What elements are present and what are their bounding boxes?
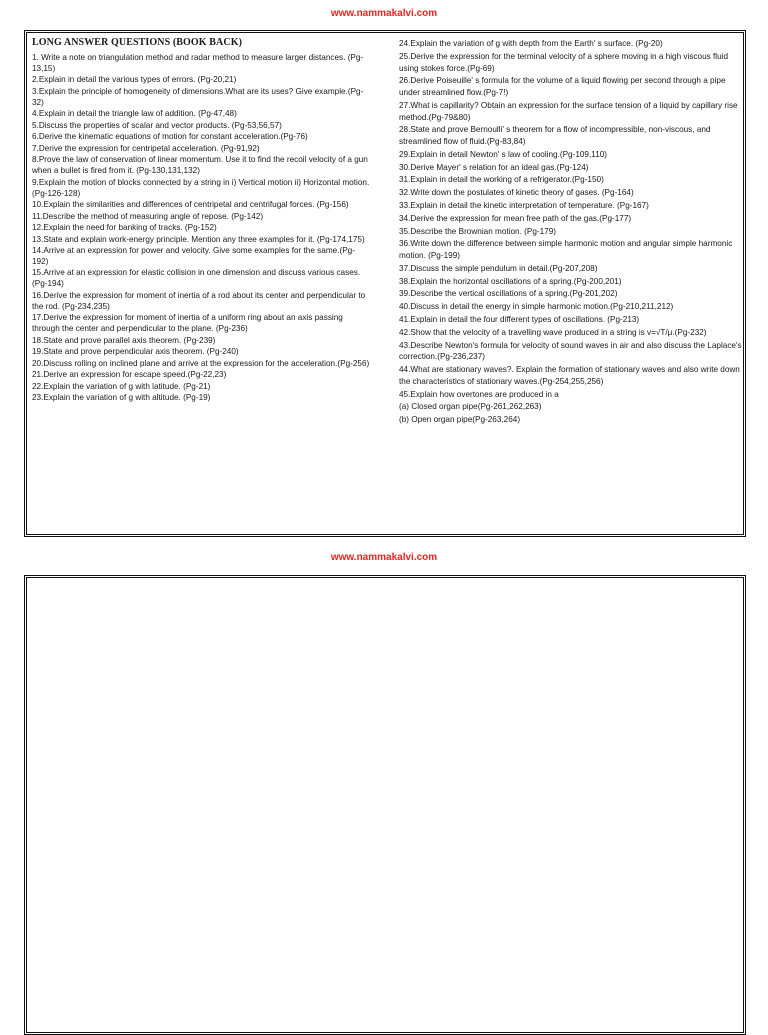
- question-item: (a) Closed organ pipe(Pg-261,262,263): [399, 402, 542, 412]
- question-item: 8.Prove the law of conservation of linear momentum. Use it to find the recoil velocity of a gun when a bullet is fired from it. (Pg-130,131,132): [32, 155, 368, 176]
- question-item: 41.Explain in detail the four different types of oscillations. (Pg-213): [399, 315, 640, 325]
- question-item: 35.Describe the Brownian motion. (Pg-179): [399, 226, 557, 236]
- question-item: 15.Arrive at an expression for elastic collision in one dimension and discuss various cases. (Pg-194): [32, 268, 361, 289]
- question-item: 28.State and prove Bernoulli' s theorem for a flow of incompressible, non-viscous, and streamlined flow of fluid.(Pg-83,84): [399, 125, 711, 146]
- question-item: 40.Discuss in detail the energy in simple harmonic motion.(Pg-210,211,212): [399, 302, 674, 312]
- left-question-list: [32, 53, 370, 404]
- question-item: 5.Discuss the properties of scalar and vector products. (Pg-53,56,57): [32, 120, 282, 130]
- site-url-footer[interactable]: www.nammakalvi.com: [330, 552, 438, 563]
- right-question-list: [399, 38, 743, 426]
- question-item: 18.State and prove parallel axis theorem. (Pg-239): [32, 335, 216, 345]
- question-item: 12.Explain the need for banking of tracks. (Pg-152): [32, 223, 217, 233]
- question-item: 44.What are stationary waves?. Explain the formation of stationary waves and also write down the characteristics of stationary waves.(Pg-254,255,256): [399, 365, 740, 386]
- site-url-header[interactable]: www.nammakalvi.com: [330, 8, 438, 19]
- question-item: 33.Explain in detail the kinetic interpretation of temperature. (Pg-167): [399, 200, 649, 210]
- question-item: 23.Explain the variation of g with altitude. (Pg-19): [32, 393, 211, 403]
- question-item: 36.Write down the difference between simple harmonic motion and angular simple harmonic motion. (Pg-199): [399, 239, 733, 261]
- question-item: 37.Discuss the simple pendulum in detail.(Pg-207,208): [399, 263, 598, 273]
- question-item: (b) Open organ pipe(Pg-263,264): [399, 415, 521, 425]
- question-item: 43.Describe Newton's formula for velocity of sound waves in air and also discuss the Laplace's correction.(Pg-236,237): [399, 340, 742, 362]
- question-item: 45.Explain how overtones are produced in a: [399, 389, 559, 399]
- question-item: 7.Derive the expression for centripetal acceleration. (Pg-91,92): [32, 143, 260, 153]
- question-item: 1. Write a note on triangulation method and radar method to measure larger distances. (Pg-13,15): [32, 52, 364, 73]
- question-item: 38.Explain the horizontal oscillations of a spring.(Pg-200,201): [399, 276, 622, 286]
- section-heading: LONG ANSWER QUESTIONS (BOOK BACK): [32, 37, 243, 48]
- question-item: 39.Describe the vertical oscillations of a spring.(Pg-201,202): [399, 289, 618, 299]
- left-column: [32, 38, 370, 405]
- question-item: 14.Arrive at an expression for power and velocity. Give some examples for the same.(Pg-192): [32, 246, 355, 266]
- question-item: 30.Derive Mayer' s relation for an ideal gas.(Pg-124): [399, 162, 589, 172]
- question-item: 4.Explain in detail the triangle law of addition. (Pg-47,48): [32, 109, 237, 119]
- question-item: 29.Explain in detail Newton' s law of cooling.(Pg-109,110): [399, 149, 608, 159]
- question-item: 11.Describe the method of measuring angle of repose. (Pg-142): [32, 211, 264, 221]
- question-item: 21.Derive an expression for escape speed.(Pg-22,23): [32, 370, 227, 380]
- question-item: 3.Explain the principle of homogeneity of dimensions.What are its uses? Give example.(Pg-32): [32, 86, 364, 107]
- question-item: 19.State and prove perpendicular axis theorem. (Pg-240): [32, 347, 239, 357]
- question-item: 2.Explain in detail the various types of errors. (Pg-20,21): [32, 75, 237, 85]
- blank-panel: [24, 575, 746, 1035]
- question-item: 22.Explain the variation of g with latitude. (Pg-21): [32, 381, 211, 391]
- question-item: 20.Discuss rolling on inclined plane and arrive at the expression for the acceleration.(Pg-256): [32, 358, 370, 368]
- question-item: 42.Show that the velocity of a travelling wave produced in a string is v=√T/μ.(Pg-232): [399, 327, 707, 337]
- question-item: 34.Derive the expression for mean free path of the gas.(Pg-177): [399, 213, 632, 223]
- question-item: 32.Write down the postulates of kinetic theory of gases. (Pg-164): [399, 188, 634, 198]
- question-item: 17.Derive the expression for moment of inertia of a uniform ring about an axis passing through the center and perpendicular to the plane. (Pg-236): [32, 313, 343, 334]
- question-item: 24.Explain the variation of g with depth from the Earth' s surface. (Pg-20): [399, 39, 663, 48]
- question-item: 13.State and explain work-energy principle. Mention any three examples for it. (Pg-174,175): [32, 234, 365, 244]
- question-item: 9.Explain the motion of blocks connected by a string in i) Vertical motion ii) Horizontal motion. (Pg-126-128): [32, 177, 370, 198]
- question-item: 26.Derive Poiseuille' s formula for the volume of a liquid flowing per second through a pipe under streamlined flow.(Pg-7!): [399, 76, 726, 97]
- questions-panel: [24, 30, 746, 537]
- question-item: 16.Derive the expression for moment of inertia of a rod about its center and perpendicular to the rod. (Pg-234,235): [32, 290, 366, 311]
- question-item: 27.What is capillarity? Obtain an expression for the surface tension of a liquid by capillary rise method.(Pg-79&80): [399, 100, 738, 122]
- question-item: 25.Derive the expression for the terminal velocity of a sphere moving in a high viscous fluid using stokes force.(Pg-69): [399, 51, 729, 73]
- question-item: 31.Explain in detail the working of a refrigerator.(Pg-150): [399, 175, 604, 185]
- question-item: 6.Derive the kinematic equations of motion for constant acceleration.(Pg-76): [32, 132, 308, 142]
- right-column: [399, 38, 743, 427]
- question-item: 10.Explain the similarities and differences of centripetal and centrifugal forces. (Pg-156): [32, 200, 349, 210]
